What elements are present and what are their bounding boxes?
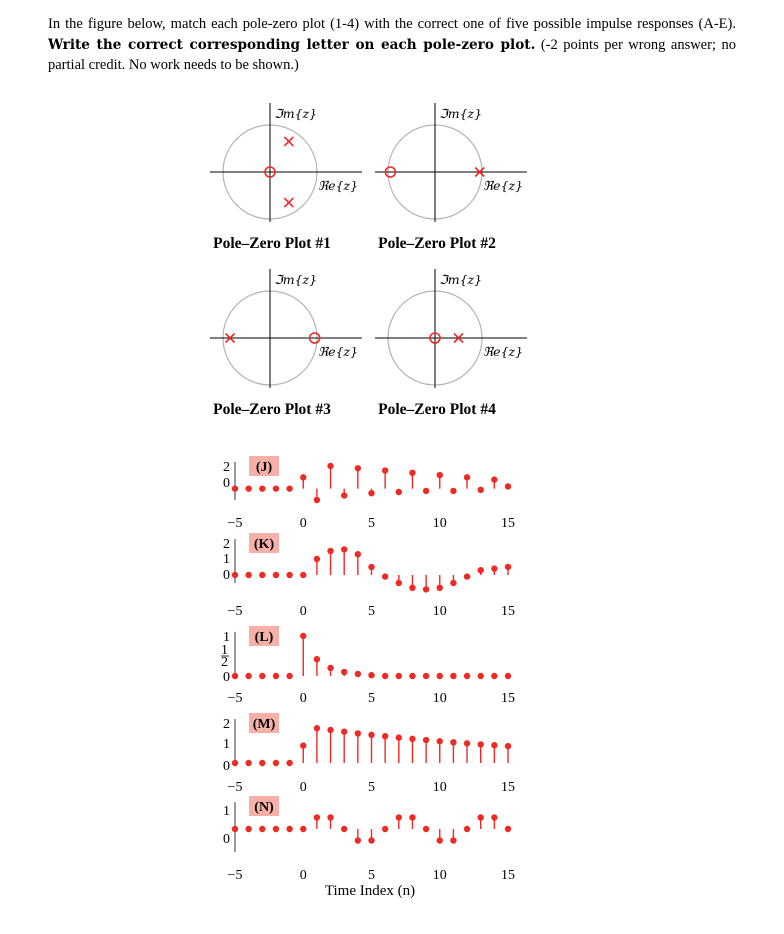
stem-marker	[505, 564, 511, 570]
pole-zero-plot-title: Pole–Zero Plot #3	[213, 401, 331, 418]
stem-marker	[314, 497, 320, 503]
stem-marker	[232, 673, 238, 679]
stem-marker	[396, 489, 402, 495]
stem-marker	[450, 580, 456, 586]
y-tick-label: 2	[223, 460, 230, 475]
stem-marker	[437, 837, 443, 843]
stem-marker	[368, 732, 374, 738]
x-tick-label: 0	[299, 868, 307, 883]
pole-zero-plot-title: Pole–Zero Plot #1	[213, 235, 331, 252]
stem-marker	[341, 492, 347, 498]
stem-marker	[423, 488, 429, 494]
stem-marker	[273, 826, 279, 832]
stem-marker	[478, 673, 484, 679]
stem-marker	[450, 673, 456, 679]
stem-marker	[355, 730, 361, 736]
x-tick-label: 0	[299, 604, 307, 619]
y-tick-label: 0	[223, 759, 230, 774]
imag-axis-label: ℑm{z}	[439, 272, 483, 287]
x-tick-label: 10	[432, 516, 447, 531]
stem-marker	[286, 760, 292, 766]
stem-marker	[232, 572, 238, 578]
stem-marker	[286, 826, 292, 832]
stem-marker	[368, 490, 374, 496]
stem-marker	[368, 672, 374, 678]
x-tick-label: 10	[432, 780, 447, 795]
stem-marker	[314, 556, 320, 562]
x-tick-label: −5	[227, 516, 243, 531]
pole-zero-plots	[210, 103, 527, 418]
stem-marker	[409, 585, 415, 591]
stem-marker	[505, 743, 511, 749]
stem-marker	[478, 487, 484, 493]
stem-marker	[464, 573, 470, 579]
series-label: (K)	[253, 537, 275, 552]
pole-zero-plot-1	[210, 103, 362, 252]
stem-marker	[423, 673, 429, 679]
stem-marker	[382, 467, 388, 473]
stem-marker	[341, 546, 347, 552]
instructions-text: In the figure below, match each pole-zero plot (1-4) with the correct one of five possible impulse responses (A-E).	[48, 16, 736, 32]
stem-marker	[464, 740, 470, 746]
stem-marker	[300, 826, 306, 832]
stem-marker	[368, 564, 374, 570]
stem-marker	[437, 472, 443, 478]
stem-marker	[259, 826, 265, 832]
stem-marker	[327, 548, 333, 554]
x-tick-label: 5	[368, 780, 375, 795]
y-tick-label: 1	[223, 737, 230, 752]
stem-marker	[300, 742, 306, 748]
x-tick-label: 5	[368, 604, 375, 619]
series-label: (J)	[255, 460, 273, 475]
x-tick-label: −5	[227, 780, 243, 795]
pole-zero-plot-2	[375, 103, 527, 252]
impulse-response-4	[223, 713, 515, 795]
x-tick-label: 15	[501, 868, 515, 883]
x-tick-label: −5	[227, 691, 243, 706]
impulse-response-plots	[221, 456, 515, 883]
x-tick-label: 10	[432, 691, 447, 706]
y-tick-label: 0	[223, 568, 230, 583]
stem-marker	[286, 572, 292, 578]
x-tick-label: 10	[432, 604, 447, 619]
stem-marker	[437, 585, 443, 591]
stem-marker	[259, 760, 265, 766]
x-tick-label: 10	[432, 868, 447, 883]
stem-marker	[409, 736, 415, 742]
pole-zero-plot-3	[210, 269, 362, 418]
stem-marker	[300, 633, 306, 639]
stem-marker	[450, 837, 456, 843]
instructions-text-2: (-2 points per wrong answer; no partial credit. No work needs to be shown.)	[48, 36, 737, 73]
stem-marker	[300, 572, 306, 578]
y-tick-label: 0	[223, 670, 230, 685]
y-tick-label: 1	[223, 630, 230, 645]
stem-marker	[259, 673, 265, 679]
stem-marker	[355, 551, 361, 557]
stem-marker	[396, 734, 402, 740]
stem-marker	[491, 565, 497, 571]
stem-marker	[327, 727, 333, 733]
stem-marker	[505, 826, 511, 832]
stem-marker	[314, 814, 320, 820]
stem-marker	[232, 826, 238, 832]
real-axis-label: ℜe{z}	[483, 344, 524, 359]
impulse-response-2	[223, 533, 515, 619]
svg-text:2: 2	[221, 655, 228, 670]
stem-marker	[437, 738, 443, 744]
imag-axis-label: ℑm{z}	[274, 272, 318, 287]
stem-marker	[327, 814, 333, 820]
stem-marker	[245, 760, 251, 766]
stem-marker	[396, 814, 402, 820]
impulse-response-5	[223, 796, 515, 883]
stem-marker	[396, 673, 402, 679]
stem-marker	[245, 826, 251, 832]
x-tick-label: 15	[501, 604, 515, 619]
stem-marker	[273, 485, 279, 491]
stem-marker	[464, 826, 470, 832]
stem-marker	[300, 474, 306, 480]
pole-zero-plot-title: Pole–Zero Plot #2	[378, 235, 496, 252]
x-tick-label: 15	[501, 691, 515, 706]
pole-marker	[284, 198, 293, 207]
stem-marker	[327, 463, 333, 469]
real-axis-label: ℜe{z}	[318, 344, 359, 359]
x-axis-label: Time Index (n)	[324, 883, 416, 899]
stem-marker	[464, 673, 470, 679]
stem-marker	[478, 567, 484, 573]
series-label: (M)	[252, 717, 276, 732]
x-tick-label: 0	[299, 691, 307, 706]
x-tick-label: 5	[368, 691, 375, 706]
pole-zero-plot-4	[375, 269, 527, 418]
instructions-bold-text: Write the correct corresponding letter on each pole-zero plot.	[48, 36, 536, 53]
stem-marker	[232, 485, 238, 491]
stem-marker	[314, 656, 320, 662]
stem-marker	[423, 737, 429, 743]
stem-marker	[273, 673, 279, 679]
stem-marker	[423, 586, 429, 592]
stem-marker	[355, 837, 361, 843]
pole-zero-plot-title: Pole–Zero Plot #4	[378, 401, 496, 418]
stem-marker	[450, 739, 456, 745]
stem-marker	[478, 741, 484, 747]
x-tick-label: 0	[299, 516, 307, 531]
stem-marker	[491, 673, 497, 679]
series-label: (N)	[254, 800, 274, 815]
stem-marker	[341, 826, 347, 832]
x-tick-label: −5	[227, 604, 243, 619]
stem-marker	[382, 673, 388, 679]
stem-marker	[355, 465, 361, 471]
stem-marker	[382, 733, 388, 739]
x-tick-label: 5	[368, 516, 375, 531]
x-tick-label: 0	[299, 780, 307, 795]
stem-marker	[505, 483, 511, 489]
y-tick-label: 1	[223, 804, 230, 819]
impulse-response-3	[221, 626, 515, 706]
stem-marker	[505, 673, 511, 679]
imag-axis-label: ℑm{z}	[439, 106, 483, 121]
stem-marker	[355, 671, 361, 677]
x-tick-label: 15	[501, 516, 515, 531]
stem-marker	[273, 572, 279, 578]
svg-text:1: 1	[221, 643, 228, 658]
stem-marker	[450, 488, 456, 494]
stem-marker	[396, 580, 402, 586]
impulse-response-1	[223, 456, 515, 531]
y-tick-label: 1	[223, 552, 230, 567]
stem-marker	[259, 572, 265, 578]
stem-marker	[491, 742, 497, 748]
stem-marker	[245, 485, 251, 491]
stem-marker	[232, 760, 238, 766]
stem-marker	[382, 826, 388, 832]
stem-marker	[382, 573, 388, 579]
y-tick-label: 0	[223, 476, 230, 491]
stem-marker	[245, 572, 251, 578]
imag-axis-label: ℑm{z}	[274, 106, 318, 121]
stem-marker	[341, 728, 347, 734]
stem-marker	[259, 485, 265, 491]
series-label: (L)	[254, 630, 274, 645]
real-axis-label: ℜe{z}	[483, 178, 524, 193]
stem-marker	[423, 826, 429, 832]
y-tick-label: 2	[223, 717, 230, 732]
real-axis-label: ℜe{z}	[318, 178, 359, 193]
stem-marker	[409, 814, 415, 820]
stem-marker	[409, 673, 415, 679]
stem-marker	[327, 665, 333, 671]
stem-marker	[491, 814, 497, 820]
x-tick-label: −5	[227, 868, 243, 883]
x-tick-label: 15	[501, 780, 515, 795]
stem-marker	[286, 673, 292, 679]
stem-marker	[409, 470, 415, 476]
pole-marker	[284, 137, 293, 146]
stem-marker	[314, 725, 320, 731]
stem-marker	[245, 673, 251, 679]
stem-marker	[368, 837, 374, 843]
stem-marker	[491, 476, 497, 482]
y-tick-label: 0	[223, 832, 230, 847]
x-tick-label: 5	[368, 868, 375, 883]
stem-marker	[437, 673, 443, 679]
stem-marker	[286, 485, 292, 491]
stem-marker	[478, 814, 484, 820]
y-tick-label: 2	[223, 537, 230, 552]
stem-marker	[273, 760, 279, 766]
stem-marker	[341, 669, 347, 675]
stem-marker	[464, 474, 470, 480]
y-tick-label	[221, 643, 229, 670]
